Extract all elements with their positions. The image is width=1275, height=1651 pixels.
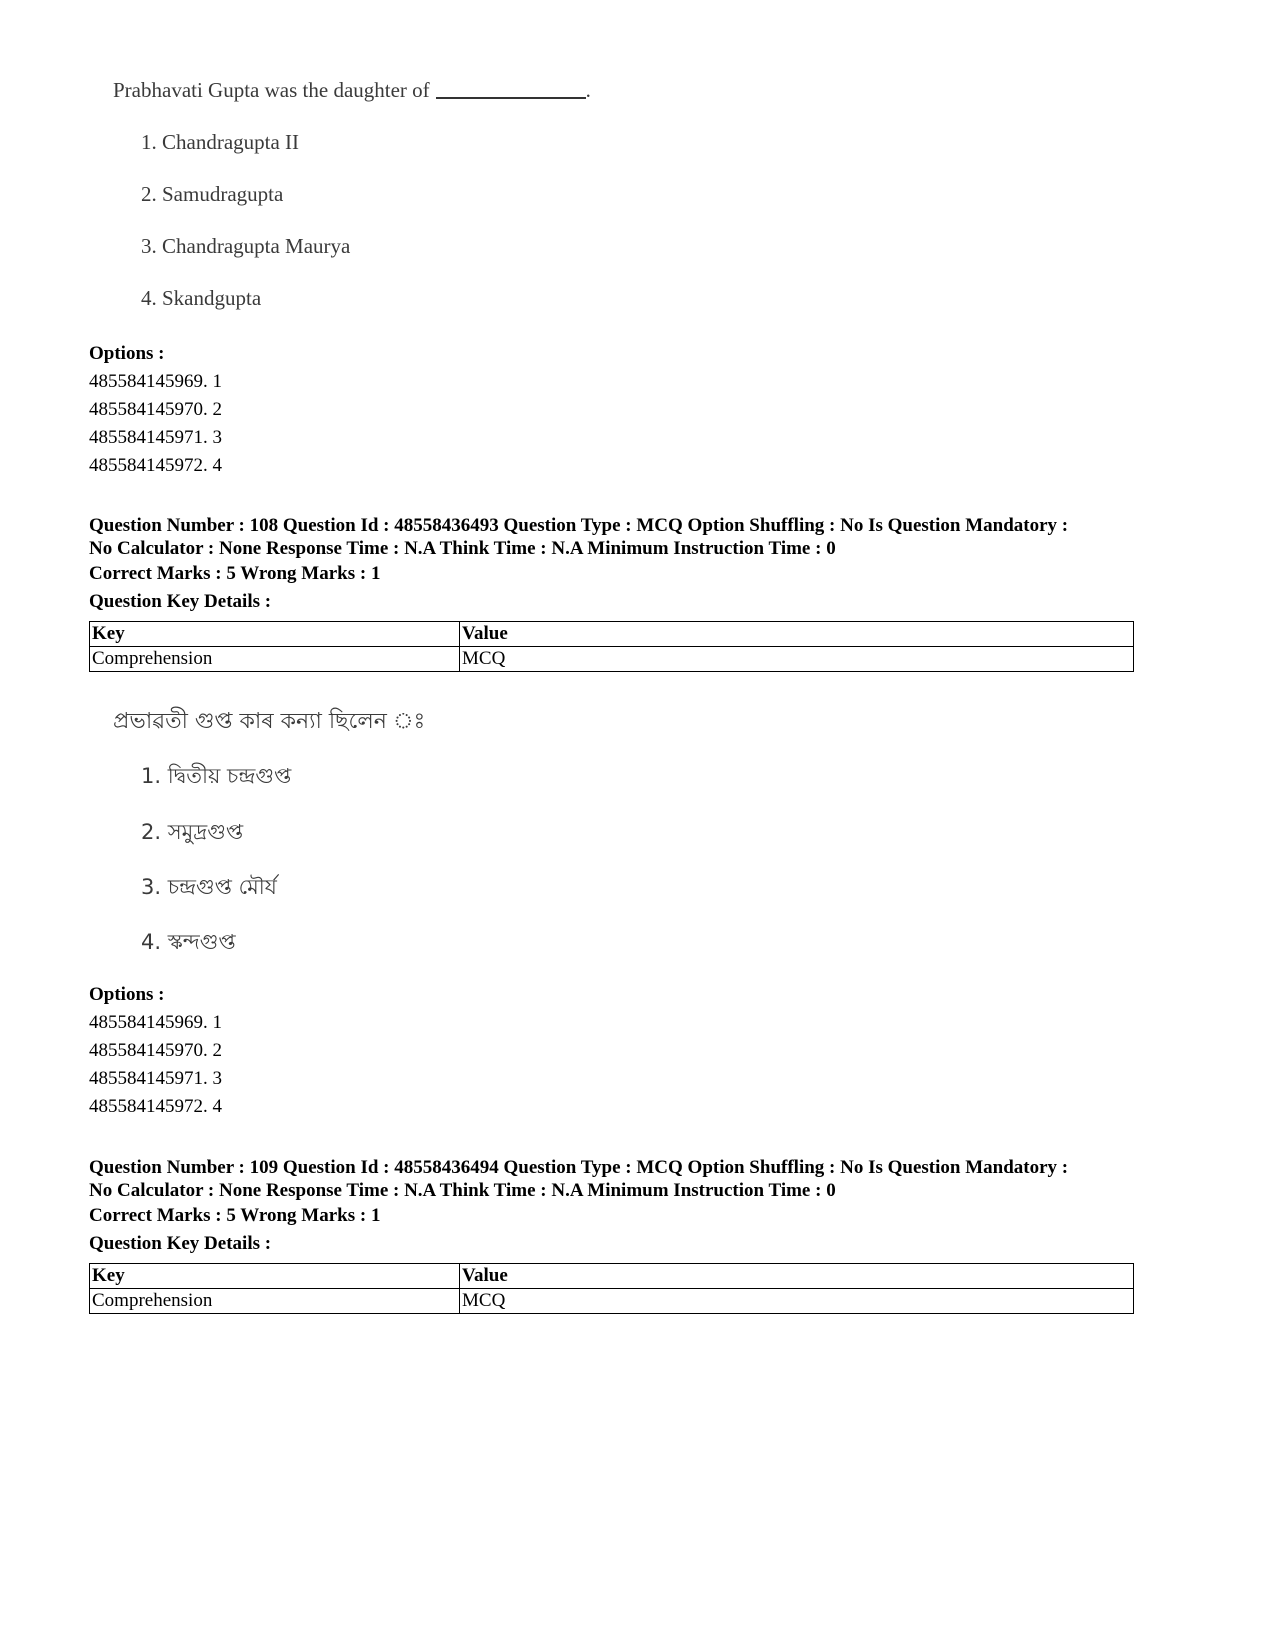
- table-header-key: Key: [90, 622, 460, 647]
- key-details-table: [89, 1263, 1134, 1314]
- image-option-4: 4. Skandgupta: [141, 286, 262, 310]
- image-option-3: 3. চন্দ্ৰগুপ্ত মৌৰ্য: [141, 875, 277, 899]
- key-details-label: Question Key Details :: [89, 1233, 272, 1254]
- question-meta-line-1: Question Number : 108 Question Id : 48558436493 Question Type : MCQ Option Shuffling : No Is Question Mandatory :: [89, 515, 1069, 536]
- table-cell-key: Comprehension: [90, 647, 460, 672]
- table-cell-value: MCQ: [460, 1289, 1134, 1314]
- question-stem-end: .: [585, 78, 591, 102]
- question-meta-line-1: Question Number : 109 Question Id : 48558436494 Question Type : MCQ Option Shuffling : No Is Question Mandatory :: [89, 1157, 1069, 1178]
- question-meta-line-2: No Calculator : None Response Time : N.A Think Time : N.A Minimum Instruction Time : 0: [89, 1180, 836, 1201]
- options-section: [89, 340, 1149, 480]
- answer-blank: [436, 97, 586, 99]
- image-option-4: 4. স্কন্দগুপ্ত: [141, 930, 236, 954]
- image-option-1: 1. Chandragupta II: [141, 130, 300, 154]
- image-option-2: 2. Samudragupta: [141, 182, 284, 206]
- table-header-row: [90, 622, 1134, 647]
- option-item: 485584145969. 1: [89, 1012, 222, 1033]
- marks-line: Correct Marks : 5 Wrong Marks : 1: [89, 563, 381, 584]
- image-option-1: 1. দ্বিতীয় চন্দ্ৰগুপ্ত: [141, 764, 292, 788]
- image-option-2: 2. সমুদ্ৰগুপ্ত: [141, 820, 244, 844]
- table-row: [90, 1289, 1134, 1314]
- options-section: [89, 981, 1149, 1121]
- question-header: [89, 1156, 1149, 1258]
- option-item: 485584145972. 4: [89, 455, 222, 476]
- question-header: [89, 514, 1149, 616]
- options-label: Options :: [89, 343, 165, 364]
- image-option-3: 3. Chandragupta Maurya: [141, 234, 351, 258]
- table-row: [90, 647, 1134, 672]
- question-stem-text: Prabhavati Gupta was the daughter of: [113, 78, 430, 102]
- question-stem: [113, 78, 591, 103]
- table-header-value: Value: [460, 1264, 1134, 1289]
- table-cell-value: MCQ: [460, 647, 1134, 672]
- key-details-table: [89, 621, 1134, 672]
- option-item: 485584145971. 3: [89, 427, 222, 448]
- key-details-label: Question Key Details :: [89, 591, 272, 612]
- table-header-key: Key: [90, 1264, 460, 1289]
- option-item: 485584145970. 2: [89, 1040, 222, 1061]
- option-item: 485584145970. 2: [89, 399, 222, 420]
- options-label: Options :: [89, 984, 165, 1005]
- marks-line: Correct Marks : 5 Wrong Marks : 1: [89, 1205, 381, 1226]
- table-header-row: [90, 1264, 1134, 1289]
- option-item: 485584145971. 3: [89, 1068, 222, 1089]
- question-meta-line-2: No Calculator : None Response Time : N.A Think Time : N.A Minimum Instruction Time : 0: [89, 538, 836, 559]
- question-stem: প্ৰভাৱতী গুপ্ত কাৰ কন্যা ছিলেন ঃ: [113, 709, 426, 734]
- option-item: 485584145969. 1: [89, 371, 222, 392]
- table-cell-key: Comprehension: [90, 1289, 460, 1314]
- option-item: 485584145972. 4: [89, 1096, 222, 1117]
- table-header-value: Value: [460, 622, 1134, 647]
